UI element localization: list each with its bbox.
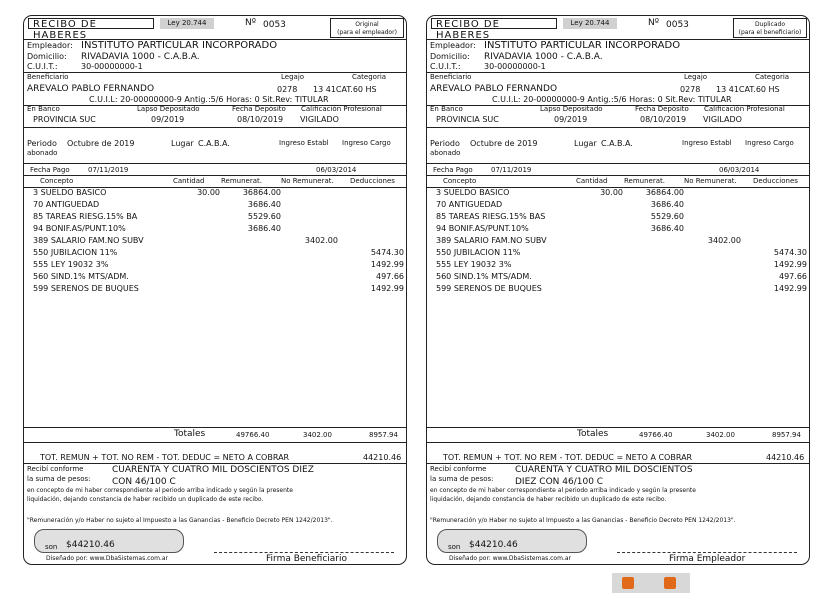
copy-type-box: [330, 18, 404, 38]
abonado-label: [27, 150, 57, 157]
ganancias-note: [27, 518, 333, 524]
ley-badge-text: Ley 20.744: [167, 19, 207, 27]
banco-label: [430, 106, 463, 113]
fecha-pago-label-text: Fecha Pago: [433, 166, 473, 174]
lugar-value-text: C.A.B.A.: [601, 139, 633, 148]
item-deduc: 497.66: [779, 272, 807, 281]
legajo-label-text: Legajo: [684, 73, 708, 81]
son-value: [469, 541, 518, 550]
banco-value: [436, 116, 499, 124]
periodo-label: [27, 140, 57, 148]
legajo-value-text: 0278: [680, 85, 701, 94]
neto-label-text: TOT. REMUN + TOT. NO REM - TOT. DEDUC = NETO A COBRAR: [40, 453, 290, 462]
son-label: [45, 544, 57, 551]
neto-value-text: 44210.46: [363, 453, 402, 462]
domicilio-label-text: Domicilio:: [430, 52, 470, 61]
total-no-remunerat: [303, 432, 332, 439]
suma-label-text: la suma de pesos:: [27, 475, 91, 483]
recibi-label: [430, 466, 486, 473]
ingreso-establ-label-text: Ingreso Establ: [682, 139, 732, 147]
concepto-line-1: [27, 488, 293, 494]
totales-label-text: Totales: [174, 429, 206, 439]
neto-label: [443, 454, 692, 462]
ingreso-establ-label: [682, 140, 732, 147]
receipt-title-text: RECIBO DE HABERES: [436, 19, 500, 41]
beneficiario-label-text: Beneficiario: [27, 73, 69, 81]
periodo-value: [67, 140, 134, 148]
son-value-text: $44210.46: [469, 540, 518, 550]
categoria-value: [716, 86, 780, 94]
domicilio-value-text: RIVADAVIA 1000 - C.A.B.A.: [484, 52, 603, 62]
total-remunerat-text: 49766.40: [639, 431, 673, 439]
col-cantidad-text: Cantidad: [576, 177, 608, 185]
concepto-line-1-text: en concepto de mi haber correspondiente al periodo arriba indicado y según la presente: [430, 487, 696, 494]
receipt-number-label-text: Nº: [648, 18, 659, 28]
col-no-remunerat: [281, 178, 334, 185]
fecha-deposito-label-text: Fecha Depósito: [635, 105, 689, 113]
cuit-label-text: C.U.I.T.:: [27, 62, 58, 71]
suma-letras-1-text: CUARENTA Y CUATRO MIL DOSCIENTOS: [515, 465, 693, 475]
recibi-label-text: Recibí conforme: [27, 465, 84, 473]
periodo-label-text: Periodo: [27, 139, 57, 148]
fecha-deposito-value: [640, 116, 686, 124]
col-concepto: [40, 178, 73, 185]
concepto-line-1: [430, 488, 696, 494]
lugar-value: [198, 140, 230, 148]
legajo-label-text: Legajo: [281, 73, 305, 81]
neto-value-text: 44210.46: [766, 453, 805, 462]
beneficiario-value-text: AREVALO PABLO FERNANDO: [430, 84, 558, 94]
totales-label-text: Totales: [577, 429, 609, 439]
lugar-value: [601, 140, 633, 148]
banco-label-text: En Banco: [27, 105, 60, 113]
legajo-value: [680, 86, 700, 94]
cuil-line: [492, 96, 732, 104]
periodo-value-text: Octubre de 2019: [470, 139, 538, 148]
calificacion-value: [703, 116, 742, 124]
item-concepto: 70 ANTIGUEDAD: [33, 200, 100, 209]
signature-label-text: Firma Beneficiario: [266, 554, 347, 564]
calificacion-label-text: Calificación Profesional: [704, 105, 785, 113]
signature-label-text: Firma Empleador: [669, 554, 746, 564]
abonado-label-text: abonado: [27, 149, 58, 157]
item-cantidad: 30.00: [600, 188, 623, 197]
item-concepto: 389 SALARIO FAM.NO SUBV: [436, 236, 547, 245]
lapso-value-text: 09/2019: [151, 115, 185, 124]
item-concepto: 70 ANTIGUEDAD: [436, 200, 503, 209]
empleador-label: [27, 42, 73, 50]
designer-credit: [46, 556, 168, 562]
item-concepto: 3 SUELDO BASICO: [436, 188, 510, 197]
col-cantidad: [173, 178, 204, 185]
col-deducciones-text: Deducciones: [753, 177, 798, 185]
empleador-label-text: Empleador:: [27, 41, 73, 50]
neto-label-text: TOT. REMUN + TOT. NO REM - TOT. DEDUC = NETO A COBRAR: [443, 453, 693, 462]
col-remunerat-text: Remunerat.: [221, 177, 262, 185]
cuil-line-text: C.U.I.L: 20-00000000-9 Antig.:5/6 Horas: 0 Sit.Rev: TITULAR: [492, 95, 732, 104]
lugar-label-text: Lugar: [574, 139, 597, 148]
ganancias-note: [430, 518, 736, 524]
col-deducciones: [350, 178, 395, 185]
item-deduc: 1492.99: [773, 260, 807, 269]
cuit-value: [81, 63, 143, 71]
total-remunerat: [236, 432, 269, 439]
beneficiario-value: [27, 85, 154, 94]
col-no-remunerat-text: No Remunerat.: [281, 177, 334, 185]
fecha-pago-value: [491, 167, 531, 174]
ingreso-cargo-label-text: Ingreso Cargo: [342, 139, 391, 147]
total-deducciones-text: 8957.94: [369, 431, 398, 439]
item-concepto: 550 JUBILACION 11%: [33, 248, 118, 257]
item-concepto: 85 TAREAS RIESG.15% BAS: [436, 212, 546, 221]
total-deducciones: [772, 432, 801, 439]
item-concepto: 599 SERENOS DE BUQUES: [436, 284, 542, 293]
totales-label: [577, 430, 608, 439]
item-remun: 36864.00: [242, 188, 281, 197]
domicilio-value-text: RIVADAVIA 1000 - C.A.B.A.: [81, 52, 200, 62]
receipt-number-label: [245, 19, 256, 28]
concepto-line-1-text: en concepto de mi haber correspondiente al periodo arriba indicado y según la presente: [27, 487, 293, 494]
receipt-title-text: RECIBO DE HABERES: [33, 19, 97, 41]
ganancias-note-text: "Remuneración y/o Haber no sujeto al Impuesto a las Ganancias - Beneficio Decreto PEN 1242/2013".: [430, 517, 736, 524]
fecha-ingreso-value: [719, 167, 759, 174]
beneficiario-value-text: AREVALO PABLO FERNANDO: [27, 84, 155, 94]
ley-badge-text: Ley 20.744: [570, 19, 610, 27]
suma-letras-2: [112, 478, 176, 487]
item-remun: 5529.60: [650, 212, 684, 221]
concepto-line-2-text: liquidación, dejando constancia de haber recibido un duplicado de este recibo.: [27, 496, 264, 503]
cuit-value-text: 30-00000000-1: [484, 62, 546, 71]
lapso-value-text: 09/2019: [554, 115, 588, 124]
total-remunerat-text: 49766.40: [236, 431, 270, 439]
ingreso-cargo-label: [342, 140, 391, 147]
fecha-pago-label-text: Fecha Pago: [30, 166, 70, 174]
copy-type-box: [733, 18, 807, 38]
empleador-value: [484, 41, 680, 51]
lapso-label-text: Lapso Depositado: [137, 105, 200, 113]
receipt-title: [28, 18, 154, 41]
col-concepto-text: Concepto: [443, 177, 477, 185]
item-concepto: 560 SIND.1% MTS/ADM.: [33, 272, 129, 281]
receipt-duplicado: [426, 15, 810, 565]
ingreso-cargo-label: [745, 140, 794, 147]
periodo-label: [430, 140, 460, 148]
calificacion-value-text: VIGILADO: [300, 115, 339, 124]
son-label-text: son: [448, 543, 461, 551]
totales-label: [174, 430, 205, 439]
cuit-label: [27, 63, 58, 71]
cuil-line-text: C.U.I.L: 20-00000000-9 Antig.:5/6 Horas: 0 Sit.Rev: TITULAR: [89, 95, 329, 104]
suma-letras-1: [515, 466, 693, 475]
item-concepto: 85 TAREAS RIESG.15% BA: [33, 212, 138, 221]
suma-letras-1: [112, 466, 314, 475]
calificacion-value: [300, 116, 339, 124]
col-concepto-text: Concepto: [40, 177, 74, 185]
suma-letras-2-text: DIEZ CON 46/100 C: [515, 477, 604, 487]
categoria-value-text: 13 41CAT.60 HS: [716, 85, 780, 94]
item-remun: 3686.40: [650, 200, 684, 209]
total-no-remunerat-text: 3402.00: [303, 431, 332, 439]
total-no-remunerat-text: 3402.00: [706, 431, 735, 439]
copy-type-box-text: (para el empleador): [337, 29, 397, 36]
signature-label: [266, 555, 347, 564]
categoria-label: [755, 74, 789, 81]
fecha-deposito-value-text: 08/10/2019: [640, 115, 687, 124]
legajo-value: [277, 86, 297, 94]
item-concepto: 3 SUELDO BASICO: [33, 188, 107, 197]
designer-credit-text: Diseñado por: www.DbaSistemas.com.ar: [449, 555, 571, 562]
lugar-value-text: C.A.B.A.: [198, 139, 230, 148]
son-value-text: $44210.46: [66, 540, 115, 550]
item-remun: 3686.40: [247, 200, 281, 209]
domicilio-label: [430, 53, 470, 61]
beneficiario-label: [27, 74, 68, 81]
col-deducciones: [753, 178, 798, 185]
item-cantidad: 30.00: [197, 188, 220, 197]
item-concepto: 550 JUBILACION 11%: [436, 248, 521, 257]
col-remunerat-text: Remunerat.: [624, 177, 665, 185]
ley-badge: [563, 18, 617, 29]
item-deduc: 1492.99: [370, 284, 404, 293]
item-remun: 3686.40: [247, 224, 281, 233]
neto-value: [363, 454, 401, 462]
item-concepto: 555 LEY 19032 3%: [436, 260, 512, 269]
periodo-label-text: Periodo: [430, 139, 460, 148]
fecha-deposito-label: [232, 106, 286, 113]
item-concepto: 560 SIND.1% MTS/ADM.: [436, 272, 532, 281]
col-no-remunerat: [684, 178, 737, 185]
son-label: [448, 544, 460, 551]
calificacion-label: [704, 106, 785, 113]
categoria-value: [313, 86, 377, 94]
recibi-label-text: Recibí conforme: [430, 465, 487, 473]
item-concepto: 94 BONIF.AS/PUNT.10%: [436, 224, 529, 233]
concepto-line-2: [27, 497, 263, 503]
receipt-number: [666, 21, 689, 30]
categoria-label: [352, 74, 386, 81]
banco-value: [33, 116, 96, 124]
periodo-value: [470, 140, 537, 148]
copy-type-box-text: Original: [355, 21, 379, 28]
son-label-text: son: [45, 543, 58, 551]
domicilio-label-text: Domicilio:: [27, 52, 67, 61]
fecha-deposito-value-text: 08/10/2019: [237, 115, 284, 124]
total-no-remunerat: [706, 432, 735, 439]
categoria-value-text: 13 41CAT.60 HS: [313, 85, 377, 94]
cuit-label: [430, 63, 461, 71]
fecha-pago-label: [433, 167, 473, 174]
col-remunerat: [221, 178, 262, 185]
item-noremun: 3402.00: [707, 236, 741, 245]
domicilio-label: [27, 53, 67, 61]
item-remun: 36864.00: [645, 188, 684, 197]
lapso-value: [554, 116, 587, 124]
empleador-value-text: INSTITUTO PARTICULAR INCORPORADO: [484, 40, 681, 51]
calificacion-label-text: Calificación Profesional: [301, 105, 382, 113]
legajo-value-text: 0278: [277, 85, 298, 94]
suma-label: [27, 476, 91, 483]
lapso-value: [151, 116, 184, 124]
periodo-value-text: Octubre de 2019: [67, 139, 135, 148]
ingreso-establ-label: [279, 140, 329, 147]
calificacion-label: [301, 106, 382, 113]
fecha-pago-value-text: 07/11/2019: [88, 166, 129, 174]
fecha-pago-value-text: 07/11/2019: [491, 166, 532, 174]
item-deduc: 5474.30: [370, 248, 404, 257]
banco-value-text: PROVINCIA SUC: [436, 115, 499, 124]
empleador-label: [430, 42, 476, 50]
item-concepto: 555 LEY 19032 3%: [33, 260, 109, 269]
app-icon-2[interactable]: [664, 577, 676, 589]
beneficiario-label: [430, 74, 471, 81]
beneficiario-value: [430, 85, 557, 94]
concepto-line-2: [430, 497, 666, 503]
receipt-number-label-text: Nº: [245, 18, 256, 28]
lugar-label-text: Lugar: [171, 139, 194, 148]
signature-line: [214, 552, 394, 553]
cuit-label-text: C.U.I.T.:: [430, 62, 461, 71]
lapso-label-text: Lapso Depositado: [540, 105, 603, 113]
neto-value: [766, 454, 804, 462]
item-remun: 5529.60: [247, 212, 281, 221]
suma-label-text: la suma de pesos:: [430, 475, 494, 483]
designer-credit: [449, 556, 571, 562]
col-cantidad-text: Cantidad: [173, 177, 205, 185]
item-deduc: 1492.99: [370, 260, 404, 269]
lugar-label: [171, 140, 194, 148]
signature-label: [669, 555, 745, 564]
abonado-label-text: abonado: [430, 149, 461, 157]
col-deducciones-text: Deducciones: [350, 177, 395, 185]
cuil-line: [89, 96, 329, 104]
receipt-number-text: 0053: [263, 20, 286, 30]
banco-label-text: En Banco: [430, 105, 463, 113]
legajo-label: [281, 74, 304, 81]
banco-label: [27, 106, 60, 113]
col-cantidad: [576, 178, 607, 185]
neto-label: [40, 454, 289, 462]
copy-type-box-text: (para el beneficiario): [738, 29, 802, 36]
ganancias-note-text: "Remuneración y/o Haber no sujeto al Impuesto a las Ganancias - Beneficio Decreto PEN 1242/2013".: [27, 517, 333, 524]
suma-letras-2: [515, 478, 603, 487]
receipt-number-label: [648, 19, 659, 28]
receipt-number-text: 0053: [666, 20, 689, 30]
domicilio-value: [484, 53, 603, 62]
item-deduc: 5474.30: [773, 248, 807, 257]
categoria-label-text: Categoria: [352, 73, 387, 81]
fecha-ingreso-value-text: 06/03/2014: [316, 166, 357, 174]
domicilio-value: [81, 53, 200, 62]
empleador-label-text: Empleador:: [430, 41, 476, 50]
item-deduc: 497.66: [376, 272, 404, 281]
col-no-remunerat-text: No Remunerat.: [684, 177, 737, 185]
item-remun: 3686.40: [650, 224, 684, 233]
fecha-deposito-label-text: Fecha Depósito: [232, 105, 286, 113]
item-deduc: 1492.99: [773, 284, 807, 293]
item-concepto: 94 BONIF.AS/PUNT.10%: [33, 224, 126, 233]
cuit-value-text: 30-00000000-1: [81, 62, 143, 71]
concepto-line-2-text: liquidación, dejando constancia de haber recibido un duplicado de este recibo.: [430, 496, 667, 503]
ingreso-cargo-label-text: Ingreso Cargo: [745, 139, 794, 147]
legajo-label: [684, 74, 707, 81]
signature-line: [617, 552, 797, 553]
col-concepto: [443, 178, 476, 185]
ingreso-establ-label-text: Ingreso Establ: [279, 139, 329, 147]
item-concepto: 599 SERENOS DE BUQUES: [33, 284, 139, 293]
app-icon-1[interactable]: [622, 577, 634, 589]
fecha-ingreso-value: [316, 167, 356, 174]
ley-badge: [160, 18, 214, 29]
fecha-deposito-label: [635, 106, 689, 113]
taskbar: [612, 573, 690, 593]
son-value: [66, 541, 115, 550]
suma-letras-2-text: CON 46/100 C: [112, 477, 176, 487]
abonado-label: [430, 150, 460, 157]
total-remunerat: [639, 432, 672, 439]
designer-credit-text: Diseñado por: www.DbaSistemas.com.ar: [46, 555, 168, 562]
total-deducciones-text: 8957.94: [772, 431, 801, 439]
suma-label: [430, 476, 494, 483]
lapso-label: [540, 106, 603, 113]
categoria-label-text: Categoria: [755, 73, 790, 81]
empleador-value-text: INSTITUTO PARTICULAR INCORPORADO: [81, 40, 278, 51]
lapso-label: [137, 106, 200, 113]
item-concepto: 389 SALARIO FAM.NO SUBV: [33, 236, 144, 245]
copy-type-box-text: Duplicado: [754, 21, 786, 28]
empleador-value: [81, 41, 277, 51]
receipt-title: [431, 18, 557, 41]
fecha-pago-value: [88, 167, 128, 174]
beneficiario-label-text: Beneficiario: [430, 73, 472, 81]
total-deducciones: [369, 432, 398, 439]
lugar-label: [574, 140, 597, 148]
calificacion-value-text: VIGILADO: [703, 115, 742, 124]
item-noremun: 3402.00: [304, 236, 338, 245]
col-remunerat: [624, 178, 665, 185]
banco-value-text: PROVINCIA SUC: [33, 115, 96, 124]
recibi-label: [27, 466, 83, 473]
cuit-value: [484, 63, 546, 71]
fecha-pago-label: [30, 167, 70, 174]
fecha-ingreso-value-text: 06/03/2014: [719, 166, 760, 174]
receipt-number: [263, 21, 286, 30]
receipt-original: [23, 15, 407, 565]
fecha-deposito-value: [237, 116, 283, 124]
suma-letras-1-text: CUARENTA Y CUATRO MIL DOSCIENTOS DIEZ: [112, 465, 314, 475]
